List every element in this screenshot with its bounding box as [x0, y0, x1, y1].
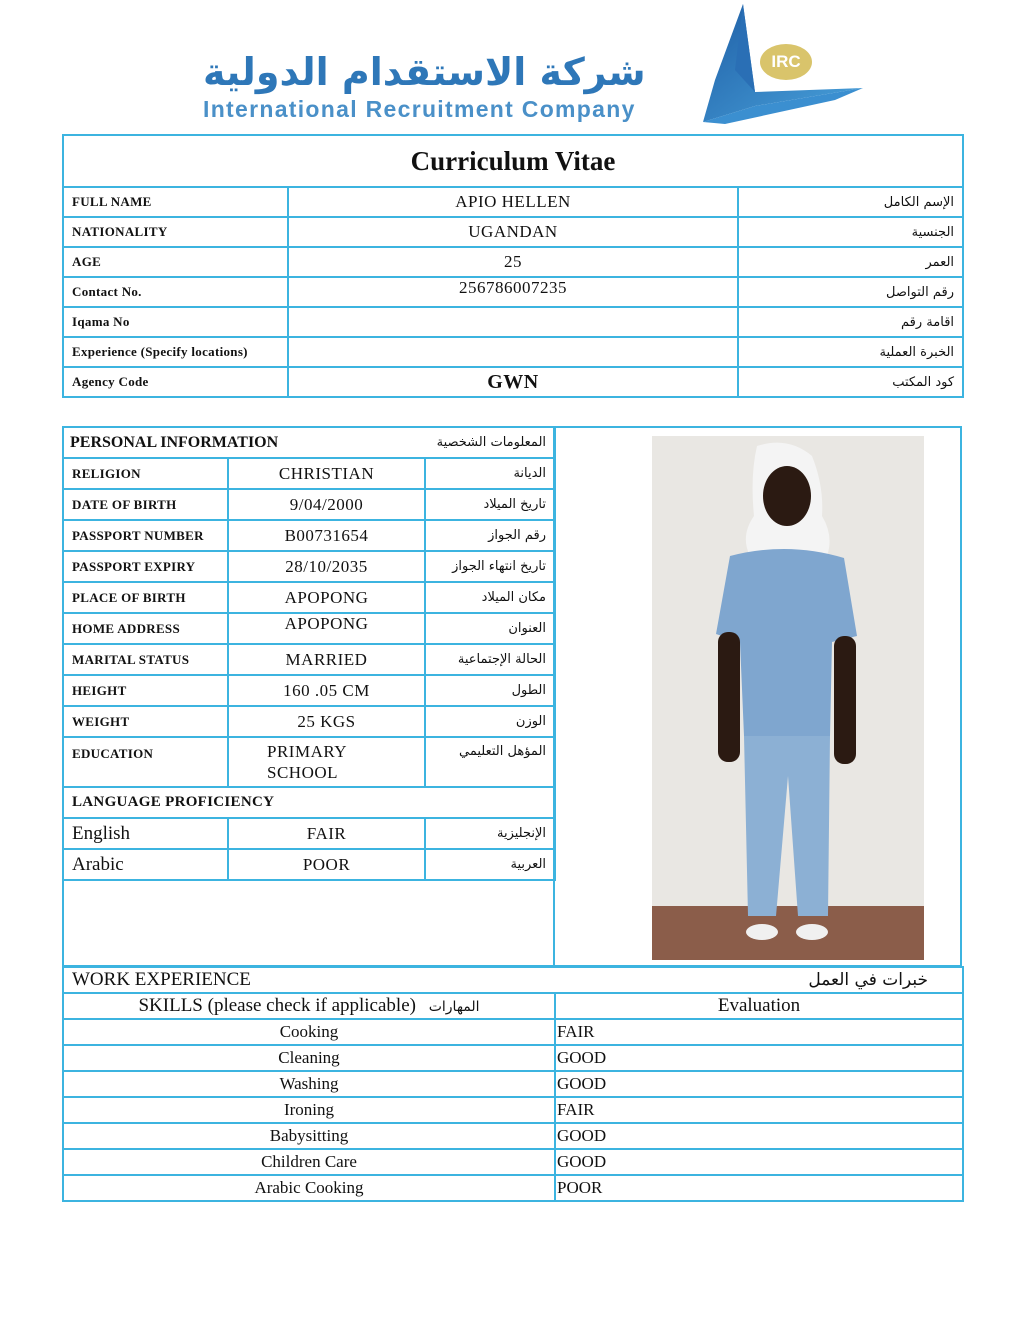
personal-value: APOPONG	[228, 582, 425, 613]
education-line-1: PRIMARY	[267, 742, 348, 761]
language-heading: LANGUAGE PROFICIENCY	[63, 787, 555, 818]
skill-row	[63, 1097, 963, 1123]
personal-label-arabic: رقم الجواز	[425, 520, 555, 551]
skills-header-row	[63, 993, 963, 1019]
cv-label-arabic: اقامة رقم	[738, 307, 963, 337]
personal-heading-arabic: المعلومات الشخصية	[425, 427, 555, 458]
cv-row-nationality	[63, 217, 963, 247]
skill-name: Ironing	[63, 1097, 555, 1123]
skill-row	[63, 1045, 963, 1071]
personal-value: 25 KGS	[228, 706, 425, 737]
personal-row	[63, 520, 555, 551]
cv-label: AGE	[63, 247, 288, 277]
cv-label-arabic: الجنسية	[738, 217, 963, 247]
personal-value: 28/10/2035	[228, 551, 425, 582]
cv-row-agency-code	[63, 367, 963, 397]
personal-value: MARRIED	[228, 644, 425, 675]
cv-label: Agency Code	[63, 367, 288, 397]
personal-label-arabic: مكان الميلاد	[425, 582, 555, 613]
skill-row	[63, 1175, 963, 1201]
work-heading: WORK EXPERIENCE	[63, 967, 555, 993]
skill-row	[63, 1123, 963, 1149]
personal-value: APOPONG	[228, 613, 425, 644]
personal-row	[63, 706, 555, 737]
personal-label-arabic: الحالة الإجتماعية	[425, 644, 555, 675]
personal-value: CHRISTIAN	[228, 458, 425, 489]
cv-label-arabic: الخبرة العملية	[738, 337, 963, 367]
candidate-photo	[652, 436, 924, 960]
skill-row	[63, 1149, 963, 1175]
work-experience-table	[62, 966, 964, 1202]
skill-name: Arabic Cooking	[63, 1175, 555, 1201]
cv-row-experience	[63, 337, 963, 367]
skill-name: Children Care	[63, 1149, 555, 1175]
company-name-arabic: شركة الاستقدام الدولية	[203, 50, 646, 94]
personal-row	[63, 675, 555, 706]
cv-value: UGANDAN	[288, 217, 738, 247]
cv-row-iqama	[63, 307, 963, 337]
cv-value: 256786007235	[288, 277, 738, 307]
language-label: Arabic	[63, 849, 228, 880]
cv-label: Experience (Specify locations)	[63, 337, 288, 367]
personal-heading-row	[63, 427, 555, 458]
skill-evaluation: FAIR	[555, 1097, 963, 1123]
cv-value	[288, 337, 738, 367]
cv-label: NATIONALITY	[63, 217, 288, 247]
company-name-english: International Recruitment Company	[203, 96, 636, 122]
work-heading-arabic: خبرات في العمل	[555, 967, 963, 993]
personal-value: 9/04/2000	[228, 489, 425, 520]
cv-label-arabic: الإسم الكامل	[738, 187, 963, 217]
education-row	[63, 737, 555, 787]
education-label: EDUCATION	[63, 737, 228, 787]
personal-label-arabic: الوزن	[425, 706, 555, 737]
personal-heading: PERSONAL INFORMATION	[63, 427, 425, 458]
cv-value	[288, 307, 738, 337]
cv-label-arabic: العمر	[738, 247, 963, 277]
cv-label: Iqama No	[63, 307, 288, 337]
skill-row	[63, 1071, 963, 1097]
personal-label: DATE OF BIRTH	[63, 489, 228, 520]
language-label-arabic: الإنجليزية	[425, 818, 555, 849]
personal-info-table	[62, 426, 556, 881]
skill-evaluation: POOR	[555, 1175, 963, 1201]
skill-evaluation: GOOD	[555, 1123, 963, 1149]
skill-name: Cooking	[63, 1019, 555, 1045]
personal-label-arabic: تاريخ الميلاد	[425, 489, 555, 520]
language-label-arabic: العربية	[425, 849, 555, 880]
cv-value: 25	[288, 247, 738, 277]
personal-label: HOME ADDRESS	[63, 613, 228, 644]
personal-label-arabic: تاريخ انتهاء الجواز	[425, 551, 555, 582]
cv-row-contact	[63, 277, 963, 307]
personal-value: B00731654	[228, 520, 425, 551]
skills-heading-arabic: المهارات	[428, 999, 480, 1015]
personal-value: 160 .05 CM	[228, 675, 425, 706]
cv-row-full-name	[63, 187, 963, 217]
skills-heading-cell	[63, 993, 555, 1019]
cv-value: GWN	[288, 367, 738, 397]
personal-row	[63, 644, 555, 675]
skills-heading: SKILLS (please check if applicable)	[138, 995, 416, 1016]
personal-label-arabic: الطول	[425, 675, 555, 706]
cv-row-age	[63, 247, 963, 277]
work-heading-row	[63, 967, 963, 993]
language-value: FAIR	[228, 818, 425, 849]
personal-row	[63, 551, 555, 582]
personal-label-arabic: العنوان	[425, 613, 555, 644]
irc-badge: IRC	[760, 44, 812, 80]
cv-label: FULL NAME	[63, 187, 288, 217]
skill-row	[63, 1019, 963, 1045]
language-row	[63, 849, 555, 880]
education-label-arabic: المؤهل التعليمي	[425, 737, 555, 787]
language-value: POOR	[228, 849, 425, 880]
personal-divider	[553, 426, 555, 967]
company-logo	[195, 0, 875, 130]
skill-evaluation: GOOD	[555, 1149, 963, 1175]
cv-title: Curriculum Vitae	[63, 135, 963, 187]
cv-value: APIO HELLEN	[288, 187, 738, 217]
skill-evaluation: GOOD	[555, 1045, 963, 1071]
language-label: English	[63, 818, 228, 849]
personal-label-arabic: الديانة	[425, 458, 555, 489]
personal-label: RELIGION	[63, 458, 228, 489]
personal-label: WEIGHT	[63, 706, 228, 737]
skill-name: Babysitting	[63, 1123, 555, 1149]
evaluation-heading: Evaluation	[555, 993, 963, 1019]
skill-evaluation: GOOD	[555, 1071, 963, 1097]
personal-row	[63, 582, 555, 613]
cv-summary-table	[62, 134, 964, 398]
personal-row	[63, 489, 555, 520]
skill-evaluation: FAIR	[555, 1019, 963, 1045]
language-heading-row	[63, 787, 555, 818]
skill-name: Cleaning	[63, 1045, 555, 1071]
language-row	[63, 818, 555, 849]
personal-label: PASSPORT NUMBER	[63, 520, 228, 551]
cv-label: Contact No.	[63, 277, 288, 307]
skill-name: Washing	[63, 1071, 555, 1097]
education-value	[228, 737, 425, 787]
personal-row	[63, 458, 555, 489]
personal-label: MARITAL STATUS	[63, 644, 228, 675]
personal-row	[63, 613, 555, 644]
personal-label: HEIGHT	[63, 675, 228, 706]
education-line-2: SCHOOL	[267, 763, 339, 782]
cv-label-arabic: كود المكتب	[738, 367, 963, 397]
cv-label-arabic: رقم التواصل	[738, 277, 963, 307]
personal-label: PASSPORT EXPIRY	[63, 551, 228, 582]
personal-label: PLACE OF BIRTH	[63, 582, 228, 613]
